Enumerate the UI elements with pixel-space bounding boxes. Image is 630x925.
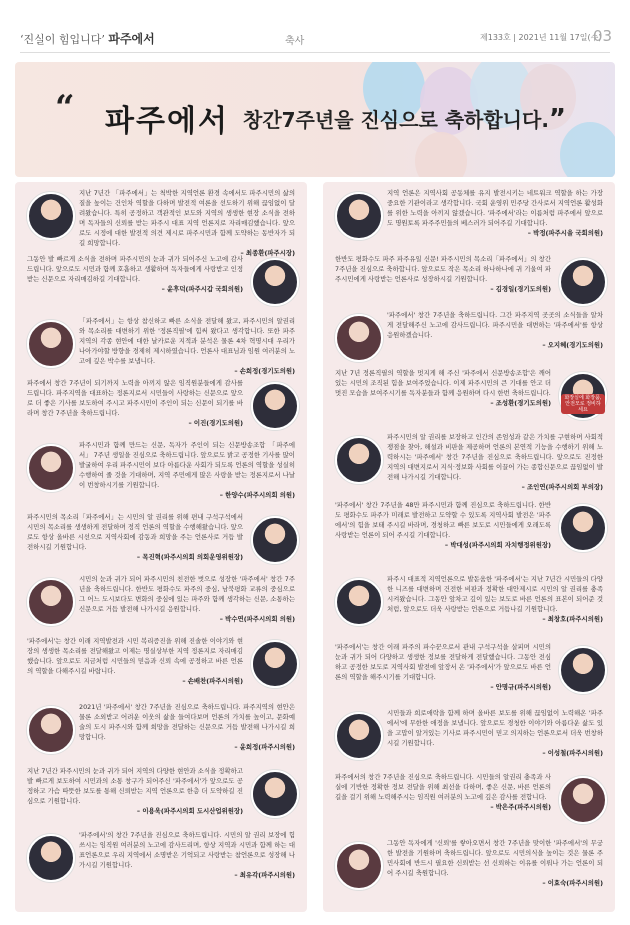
portrait-photo bbox=[335, 842, 383, 890]
greeting-text bbox=[79, 702, 295, 752]
close-quote: ” bbox=[548, 104, 567, 134]
portrait-photo bbox=[251, 770, 299, 818]
author-signature: – 한양수(파주시의회 의원) bbox=[219, 491, 295, 499]
message-body: 파주에서 창간 7주년이 되기까지 노력을 아끼지 않은 임직원분들에게 감사를 드립니다. 파주지역을 대표하는 정론지로서 시민들이 사랑하는 신문으로 앞으로 더 좋은 기사를 보도하여 주시고 파주시민이 주인이 되는 신문이 되기를 바라며 창간 7주년을 축하드립니다. bbox=[27, 379, 243, 417]
greeting-text bbox=[27, 636, 243, 686]
issue-info: 제133호 | 2021년 11월 17일(수) bbox=[480, 33, 602, 42]
message-body: 그동안 발 빠르게 소식을 전하며 파주시민의 눈과 귀가 되어주신 노고에 감사드립니다. 앞으로도 시민과 함께 호흡하고 생활하며 독자들에게 사랑받고 인정받는 신문으로 자리매김하길 기대합니다. bbox=[27, 255, 243, 283]
message-body: 파주시민의 목소리「파주에서」는 시민의 알 권리를 위해 편내 구석구석에서 시민의 목소리를 생생하게 전달하며 정직 언론의 역할을 수행해왔습니다. 앞으로도 항상 올바른 시선으로 지역사회에 감동과 희망을 주는 언론사로 거듭 발전하시길 기원합니다. bbox=[27, 513, 243, 551]
greeting-text bbox=[79, 440, 295, 500]
greeting-text bbox=[27, 254, 243, 294]
celebration-banner bbox=[15, 62, 615, 177]
author-signature: – 손희정(경기도의원) bbox=[234, 367, 295, 375]
author-signature: – 이진(경기도의원) bbox=[188, 419, 243, 427]
greeting-text bbox=[387, 838, 603, 888]
portrait-photo bbox=[559, 776, 607, 824]
message-body: '파주에서'의 창간 7주년을 진심으로 축하드립니다. 시민의 알 권리 보장에 힘쓰시는 임직원 여러분의 노고에 감사드리며, 항상 지역과 시민과 함께 하는 대표언론으로 우리 지역에서 소명받은 기억되고 사랑받는 참언론으로 성장해 나가시길 기원합니다. bbox=[79, 831, 295, 869]
portrait-photo bbox=[335, 712, 383, 760]
greeting-text bbox=[27, 766, 243, 816]
logo-slogan: ‘진실이 힘입니다’ bbox=[20, 33, 105, 46]
message-body: 한반도 평화수도 파주 파주유일 신문! 파주시민의 목소리「파주에서」의 창간7주년을 진심으로 축하합니다. 앞으로도 작은 목소리 하나하나에 귀 기울여 파주시민에게 사랑받는 언론사로 성장하시길 기원합니다. bbox=[335, 255, 551, 283]
section-label: 축사 bbox=[285, 36, 305, 47]
author-signature: – 최유각(파주시의원) bbox=[234, 871, 295, 879]
greeting-text bbox=[387, 432, 603, 492]
author-signature: – 이용욱(파주시의회 도시산업위원장) bbox=[136, 807, 243, 815]
portrait-photo bbox=[335, 578, 383, 626]
message-body: 지난 7년간 파주시민의 눈과 귀가 되어 지역의 다양한 현안과 소식을 정확하고 발 빠르게 보도하여 시민과의 소통 창구가 되어주신 '파주에서'가 앞으로도 공정하고 가슴 따뜻한 보도를 통해 신뢰받는 지역 언론으로 한층 더 도약하길 진심으로 기원합니다. bbox=[27, 767, 243, 805]
greeting-text bbox=[335, 772, 551, 812]
left-column bbox=[15, 182, 307, 912]
author-signature: – 목진혁(파주시의회 의회운영위원장) bbox=[136, 553, 243, 561]
balloon-graphic bbox=[415, 132, 467, 177]
masthead-logo bbox=[20, 30, 155, 47]
greeting-text bbox=[335, 368, 551, 408]
greeting-text bbox=[27, 512, 243, 562]
portrait-photo bbox=[27, 192, 75, 240]
message-body: 지난 7년 정론직필의 역할을 멋지게 해 주신 '파주에서 신문방송조합'은 깨어있는 시민의 조직된 힘을 보여주었습니다. 이제 파주시민의 큰 기대를 안고 더 멋진 모습을 보여주시기를 독자분들과 함께 응원하며 다시 한번 축하드립니다. bbox=[335, 369, 551, 397]
message-body: '파주에서' 창간 7주년을 48만 파주시민과 함께 진심으로 축하드립니다. 한반도 평화수도 파주가 미래로 발전하고 도약할 수 있도록 지역사회 발전은 '파주에서'의 힘을 보태 주시길 바라며, 경청하고 빠른 보도로 시민들에게 오래도록 사랑받는 언론이 되어 주시길 기대합니다. bbox=[335, 501, 551, 539]
greeting-text bbox=[335, 642, 551, 692]
right-column bbox=[323, 182, 615, 912]
portrait-photo bbox=[559, 646, 607, 694]
message-body: '파주에서'는 창간 이래 파주의 파수꾼으로서 관내 구석구석을 살피며 시민의 눈과 귀가 되어 다양하고 생생한 정보를 전달하게 전달했습니다. 그동안 전심하고 공정한 보도로 지역사회 발전에 앞장서 온 '파주에서'가 앞으로도 바른 언론의 역할을 해주시기를 기대합니다. bbox=[335, 643, 551, 681]
greeting-text bbox=[387, 708, 603, 758]
open-quote: “ bbox=[55, 88, 75, 128]
greeting-text bbox=[79, 188, 295, 258]
message-body: 지난 7년간 「파주에서」는 척박한 지역언론 환경 속에서도 파주시민의 삶의 질을 높이는 건인차 역할을 다하며 발전적 여론을 선도하기 위해 끊임없이 달려왔습니다. 특히 공정하고 객관적인 보도와 지역의 생생한 현장 소식을 전하며 독자들의 신뢰를 받는 파주시 대표 지역 언론지로 자리매김했습니다. 앞으로도 시정에 대한 발전적 의견 제시로 파주시민과 함께 도약하는 동반자가 되길 희망합니다. bbox=[79, 189, 295, 247]
portrait-photo bbox=[335, 192, 383, 240]
message-body: 시민의 눈과 귀가 되어 파주시민의 친전한 벗으로 성장한 '파주에서' 창간 7주년을 축하드립니다. 한반도 평화수도 파주의 중심, 남북평화 교류의 중심으로 그 어느 도시보다도 변화의 중심에 있는 파주와 함께 생각하는 신문, 소통하는 신문으로 거듭 발전해 나가시길 응원합니다. bbox=[79, 575, 295, 613]
header-divider bbox=[20, 52, 610, 53]
message-body: 2021년 '파주에서' 창간 7주년을 진심으로 축하드립니다. 파주지역의 현안은 물론 소외받고 어려운 이웃의 삶을 들여다보며 언론의 가치를 높이고, 문화예술의 도시 파주시와 함께 희망을 전달하는 신문으로 거듭 발전해 나가시길 희망합니다. bbox=[79, 703, 295, 741]
author-signature: – 최창호(파주시의원) bbox=[542, 615, 603, 623]
greeting-text bbox=[335, 254, 551, 294]
greeting-text bbox=[387, 188, 603, 238]
portrait-photo bbox=[27, 444, 75, 492]
author-signature: – 조인연(파주시의회 부의장) bbox=[521, 483, 603, 491]
author-signature: – 손배찬(파주시의원) bbox=[182, 677, 243, 685]
message-body: 「파주에서」는 항상 참신하고 빠른 소식을 전달해 왔고, 파주시민의 알권리와 목소리를 대변하기 위한 '정론직필'에 힘써 왔다고 생각합니다. 또한 파주 지역의 각종 현안에 대한 날카로운 지적과 분석은 물론 4차 혁명시대 우리가 나아가야할 방향을 경제히 제시하였습니다. 언론사 대표님과 임원 여러분의 노고에 깊은 박수를 보냅니다. bbox=[79, 317, 295, 365]
author-signature: – 박대성(파주시의회 자치행정위원장) bbox=[444, 541, 551, 549]
message-body: 파주시민과 함께 만드는 신문, 독자가 주인이 되는 신문방송조합 「파주에서」 7주년 생일을 진심으로 축하드립니다. 앞으로도 밝고 공정한 기사를 많이 발굴하여 우리 파주시민이 보다 아름다운 사회가 되도록 언론의 역할을 성실히 수행하여 줄 것을 기대하며, 지역 주민에게 많은 사랑을 받는 정론지로서 나날이 번창하시기를 기원합니다. bbox=[79, 441, 295, 489]
message-body: '파주에서'는 창간 이래 지역발전과 시민 복리증진을 위해 진솔한 이야기와 현장의 생생한 목소리를 전달해왔고 이제는 명실상부한 지역 정론지로 자리매김했습니다. 앞으로도 지금처럼 시민들의 믿음과 신뢰 속에 공정하고 바른 언론의 역할을 다해주시길 바랍니다. bbox=[27, 637, 243, 675]
author-signature: – 윤희정(파주시의원) bbox=[234, 743, 295, 751]
message-body: 시민들과 희로애락을 함께 하며 올바른 보도를 위해 끊임없이 노력해온 '파주에서'에 무한한 애정을 보냅니다. 앞으로도 경청한 이야기와 아름다운 삶도 있을 고맙이 알거있는 기사로 파주시민이 믿고 의지하는 언론으로서 더욱 번창하시길 기원합니다. bbox=[387, 709, 603, 747]
portrait-photo bbox=[27, 834, 75, 882]
headline-text: 창간7주년을 진심으로 축하합니다. bbox=[243, 108, 549, 132]
portrait-photo bbox=[251, 516, 299, 564]
portrait-photo bbox=[559, 258, 607, 306]
page-header bbox=[0, 0, 630, 56]
author-signature: – 박수연(파주시의회 의원) bbox=[219, 615, 295, 623]
page-number: 03 bbox=[593, 27, 613, 45]
message-body: 파주시민의 알 권리를 보장하고 인간의 존엄성과 같은 가치를 구현하며 사회적 쟁점을 찾아, 해설과 비판을 제공하며 언론의 본연적 기능을 수행하기 위해 노력하시는 '파주에서' 창간 7주년을 진심으로 축하드립니다. 앞으로도 진정한 지역의 대변지로서 지식·정보화 사회를 이끌어 가는 종합신문으로 끊임없이 발전해 나가시길 기대합니다. bbox=[387, 433, 603, 481]
portrait-photo bbox=[251, 640, 299, 688]
banner-headline bbox=[243, 104, 566, 134]
author-signature: – 이효숙(파주시의원) bbox=[542, 879, 603, 887]
portrait-photo bbox=[335, 314, 383, 362]
greeting-text bbox=[27, 378, 243, 428]
author-signature: – 김경일(경기도의원) bbox=[490, 285, 551, 293]
greeting-text bbox=[79, 574, 295, 624]
author-signature: – 박정(파주시을 국회의원) bbox=[527, 229, 603, 237]
greeting-text bbox=[387, 574, 603, 624]
portrait-photo bbox=[559, 504, 607, 552]
portrait-photo bbox=[335, 436, 383, 484]
balloon-graphic bbox=[560, 122, 615, 177]
message-body: 그동안 독자에게 '신뢰'를 쌓아오면서 창간 7주년을 맞이한 '파주에서'의 무궁한 발전을 기원하며 축하드립니다. 앞으로도 시민의식을 높이는 것은 물론 주민사회에 반드시 필요한 신뢰받는 선 신뢰하는 이유를 이뤄나 가는 언론이 되어 주시길 축원합니다. bbox=[387, 839, 603, 877]
greeting-text bbox=[79, 830, 295, 880]
logo-brand: 파주에서 bbox=[108, 32, 155, 46]
author-signature: – 조성환(경기도의원) bbox=[490, 399, 551, 407]
campaign-badge: 화장실에 화장품, 안전모로 정비하세요 bbox=[561, 394, 605, 414]
author-signature: – 이성철(파주시의원) bbox=[542, 749, 603, 757]
author-signature: – 오지혜(경기도의원) bbox=[542, 341, 603, 349]
greeting-text bbox=[387, 310, 603, 350]
portrait-photo bbox=[27, 320, 75, 368]
portrait-photo bbox=[251, 258, 299, 306]
message-body: 파주시 대표적 지역언론으로 발돋움한 '파주에서'는 지난 7년간 시민들의 다양한 니즈를 대변하며 건전한 비판과 정확한 대안제시로 시민의 알 권리를 충족시켜왔습니다. 그동안 앞차고 깊이 있는 보도로 바른 언론의 표본이 되어준 것처럼, 앞으로도 더욱 사랑받는 언론으로 거듭나길 기원합니다. bbox=[387, 575, 603, 613]
message-body: 파주에서의 창간 7주년을 진심으로 축하드립니다. 시민들의 알권리 충족과 사실에 기반한 정확한 정보 전달을 위해 최선을 다하며, 좋은 신문, 바른 언론의 길을 걸기 위해 노력해주시는 임직원 여러분의 노고에 깊은 감사를 전합니다. bbox=[335, 773, 551, 801]
greeting-text bbox=[79, 316, 295, 376]
greeting-text bbox=[335, 500, 551, 550]
author-signature: – 윤후덕(파주시갑 국회의원) bbox=[161, 285, 243, 293]
author-signature: – 박은주(파주시의원) bbox=[490, 803, 551, 811]
portrait-photo bbox=[27, 706, 75, 754]
portrait-photo bbox=[251, 382, 299, 430]
banner-brand: 파주에서 bbox=[105, 104, 229, 139]
message-body: '파주에서' 창간 7주년을 축하드립니다. 그간 파주지역 곳곳의 소식들을 알차게 전달해주신 노고에 감사드립니다. 파주시민을 대변하는 '파주에서'를 항상 응원하겠습니다. bbox=[387, 311, 603, 339]
portrait-photo bbox=[27, 578, 75, 626]
author-signature: – 최종환(파주시장) bbox=[240, 249, 295, 257]
message-body: 지역 언론은 지역사회 공동체를 유지 발전시키는 네트워크 역할을 하는 가장 중요한 기관이라고 생각합니다. 국회 운영위 민주당 간사로서 지역언론 활성화를 위한 노력을 아끼지 않겠습니다. '파주에서'라는 이름처럼 파주에서 앞으로도 명원토록 파주주민들의 베스러가 되어주길 기대합니다. bbox=[387, 189, 603, 227]
author-signature: – 안명규(파주시의원) bbox=[490, 683, 551, 691]
